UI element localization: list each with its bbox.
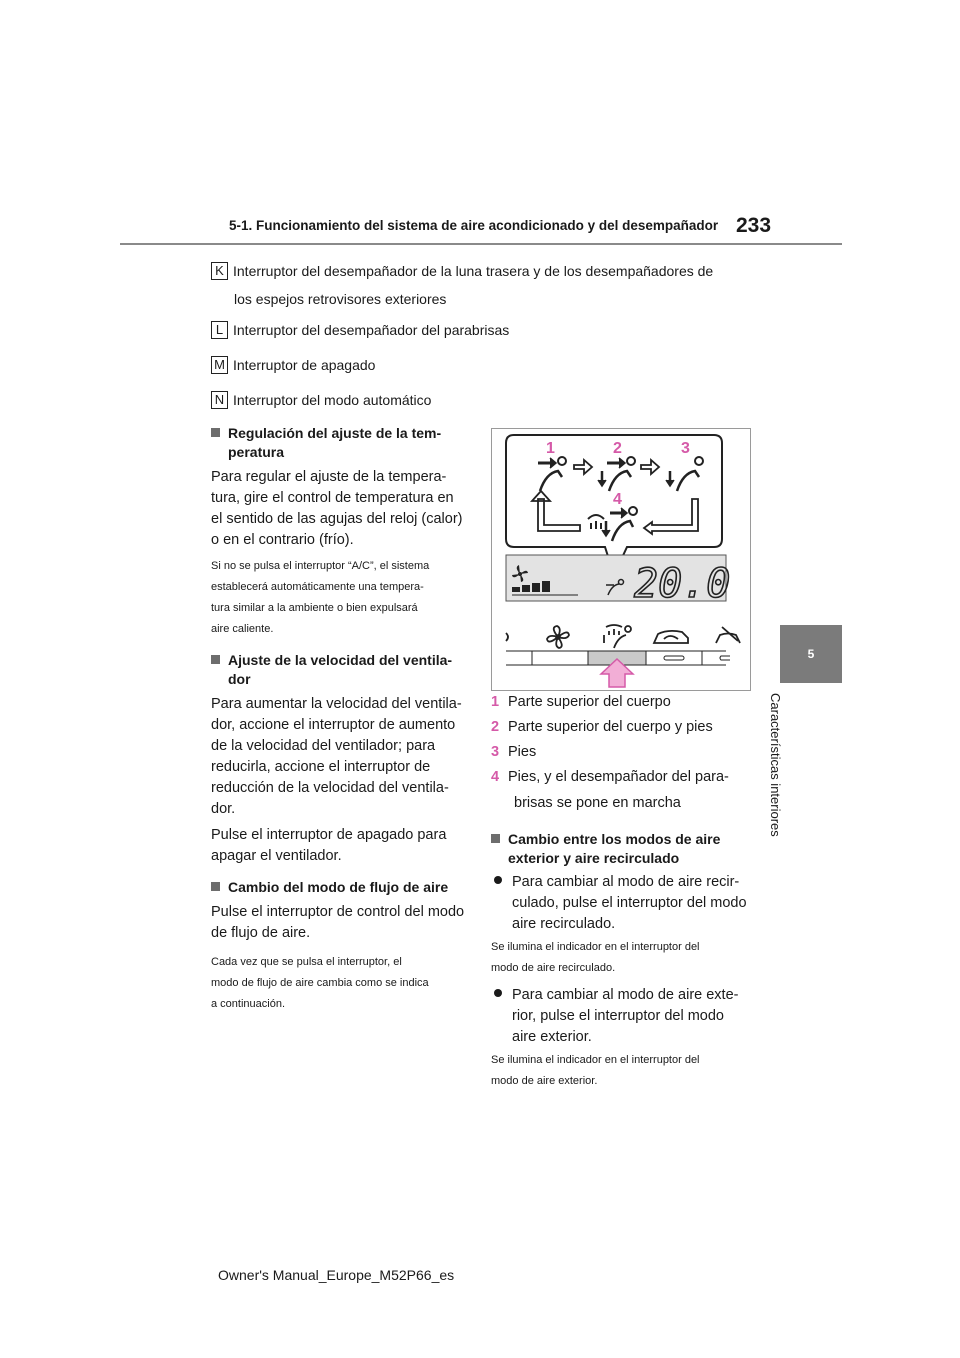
mode-label-3: 3 (681, 440, 690, 457)
button-icons-row (506, 625, 740, 665)
key-text: Interruptor del desempañador de la luna trasera y de los desempañadores de (233, 263, 714, 279)
fan-button-icon (547, 626, 569, 648)
left-column (211, 424, 466, 1015)
temperature-note: Si no se pulsa el interruptor “A/C”, el sistema establecerá automáticamente una tempera- tura similar a la ambiente o bien expulsará aire caliente. (211, 560, 430, 635)
key-item-m (211, 356, 375, 374)
mode-item: 4 Pies, y el desempañador del para- (491, 769, 729, 785)
key-letter: K (211, 262, 228, 280)
mode-item: 1 Parte superior del cuerpo (491, 694, 671, 710)
outside-air-button-icon (716, 627, 740, 643)
temperature-readout: 20.0 (634, 561, 731, 607)
square-bullet-icon (491, 834, 500, 843)
bullet-dot-icon (494, 876, 502, 884)
airflow-mode-diagram (492, 429, 750, 690)
chapter-label-text: Características interiores (768, 693, 783, 837)
key-item-l (211, 321, 509, 339)
fan-off-body: Pulse el interruptor de apagado para apagar el ventilador. (211, 827, 447, 864)
outside-air-note: Se ilumina el indicador en el interruptor del modo de aire exterior. (491, 1054, 700, 1087)
airflow-mode-button-icon (604, 625, 631, 648)
outside-air-bullet: Para cambiar al modo de aire exte- rior, pulse el interruptor del modo aire exterior. (491, 985, 761, 1048)
airflow-note: Cada vez que se pulsa el interruptor, el modo de flujo de aire cambia como se indica a continuación. (211, 956, 429, 1010)
recirculation-heading: Cambio entre los modos de aire exterior y aire recirculado (491, 830, 761, 868)
mode-label-1: 1 (546, 440, 555, 457)
square-bullet-icon (211, 655, 220, 664)
key-letter: L (211, 321, 228, 339)
mode-label-4: 4 (613, 491, 622, 508)
indicator-light (720, 656, 730, 660)
bullet-dot-icon (494, 989, 502, 997)
chapter-label (768, 693, 802, 843)
footer-text: Owner's Manual_Europe_M52P66_es (218, 1267, 455, 1283)
square-bullet-icon (211, 882, 220, 891)
partial-icon (506, 633, 508, 641)
page-number: 233 (736, 214, 772, 237)
mode-item: 3 Pies (491, 744, 537, 760)
fan-speed-body: Para aumentar la velocidad del ventila- dor, accione el interruptor de aumento de la velocidad del ventilador; para reducirla, accione el interruptor de reducción de la velocidad del ventila- dor. (211, 696, 462, 817)
section-title: 5-1. Funcionamiento del sistema de aire acondicionado y del desempañador (229, 218, 719, 233)
temperature-heading: Regulación del ajuste de la tem- peratura (211, 424, 466, 462)
mode-list (491, 691, 761, 814)
key-text-continuation: los espejos retrovisores exteriores (234, 291, 447, 307)
key-item-n (211, 391, 431, 409)
key-text: Interruptor de apagado (233, 357, 376, 373)
mode-item-continuation: brisas se pone en marcha (514, 795, 681, 811)
mode-item: 2 Parte superior del cuerpo y pies (491, 719, 713, 735)
chapter-tab: 5 (780, 625, 842, 683)
indicator-light (664, 656, 684, 660)
airflow-mode-figure (491, 428, 751, 691)
key-letter: M (211, 356, 228, 374)
fan-speed-heading: Ajuste de la velocidad del ventila- dor (211, 651, 466, 689)
key-item-k (211, 262, 713, 280)
airflow-body: Pulse el interruptor de control del modo de flujo de aire. (211, 904, 465, 941)
key-text: Interruptor del modo automático (233, 392, 432, 408)
key-text: Interruptor del desempañador del parabrisas (233, 322, 510, 338)
temperature-body: Para regular el ajuste de la tempera- tura, gire el control de temperatura en el sentido de las agujas del reloj (calor) o en el contrario (frío). (211, 469, 463, 548)
square-bullet-icon (211, 428, 220, 437)
mode-label-2: 2 (613, 440, 622, 457)
recirculation-note: Se ilumina el indicador en el interruptor del modo de aire recirculado. (491, 941, 700, 974)
key-letter: N (211, 391, 228, 409)
recirculation-button-icon (654, 631, 688, 643)
header-divider (120, 243, 842, 245)
recirculation-bullet: Para cambiar al modo de aire recir- culado, pulse el interruptor del modo aire recirculado. (491, 872, 761, 935)
airflow-heading: Cambio del modo de flujo de aire (211, 878, 466, 897)
right-column (491, 691, 761, 1092)
